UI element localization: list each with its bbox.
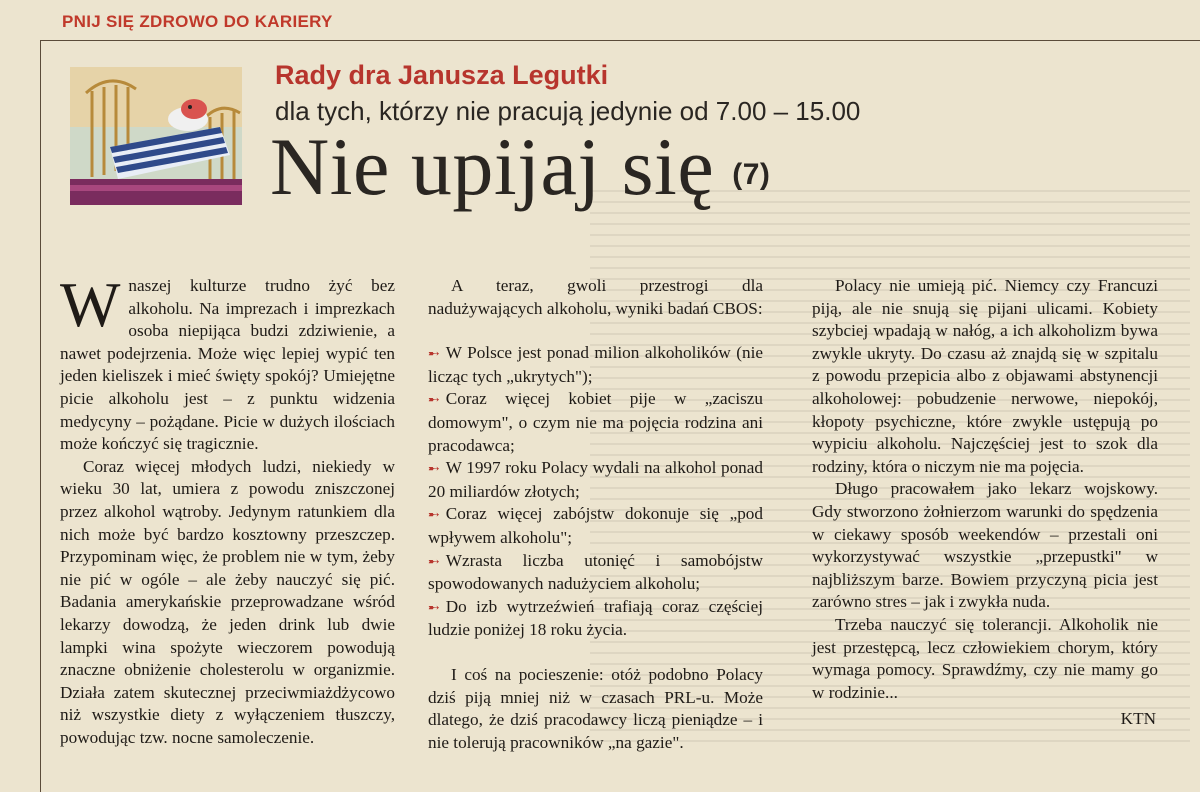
- list-item-text: Wzrasta liczba utonięć i samobójstw spowodowanych nadużyciem alkoholu;: [428, 550, 763, 594]
- article-headline: [270, 121, 771, 212]
- text-column-2: [428, 275, 763, 754]
- paragraph: Coraz więcej młodych ludzi, niekiedy w wieku 30 lat, umiera z powodu zniszczonej przez alkohol wątroby. Jedynym ratunkiem dla nich może być bardzo kosztowny przeszczep. Przypominam więc, że problem nie w tym, żeby nie pić w ogóle – ale żeby nauczyć się pić. Badania amerykańskie przeprowadzane wśród lekarzy dowodzą, że jeden drink lub dwie lampki wina spożyte wieczorem powodują znaczne obniżenie cholesterolu w organizmie. Działa zatem skutecznej przeciwmiażdżycowo niż wszystkie diety z wyłączeniem tłuszczy, powodując tzw. nocne samoleczenie.: [60, 456, 395, 747]
- arrow-bullet-icon: ➸: [428, 392, 440, 409]
- list-item: [428, 550, 763, 596]
- author-signature: KTN: [1120, 709, 1156, 729]
- text-column-3: [812, 275, 1158, 731]
- paragraph: I coś na pocieszenie: otóż podobno Polacy dziś piją mniej niż w czasach PRL-u. Może dlatego, że dziś pracodawcy liczą pieniądze – i nie tolerują pracowników „na gazie".: [428, 664, 763, 752]
- list-item-text: W 1997 roku Polacy wydali na alkohol ponad 20 miliardów złotych;: [428, 458, 763, 501]
- list-item: [428, 342, 763, 388]
- person-in-bed-illustration: [70, 67, 242, 205]
- list-item-text: Coraz więcej kobiet pije w „zaciszu domowym", o czym nie ma pojęcia rodzina ani pracodawca;: [428, 389, 763, 455]
- arrow-bullet-icon: ➸: [428, 461, 440, 478]
- list-intro: A teraz, gwoli przestrogi dla nadużywających alkoholu, wyniki badań CBOS:: [428, 276, 763, 318]
- article-subtitle: dla tych, którzy nie pracują jedynie od 7.00 – 15.00: [275, 96, 861, 126]
- paragraph: Trzeba nauczyć się tolerancji. Alkoholik nie jest przestępcą, lecz człowiekiem chorym, który wymaga pomocy. Sprawdźmy, czy nie mamy go w rodzinie...: [812, 614, 1158, 702]
- arrow-bullet-icon: ➸: [428, 346, 440, 363]
- arrow-bullet-icon: ➸: [428, 599, 440, 616]
- list-item: [428, 596, 763, 642]
- paragraph: Długo pracowałem jako lekarz wojskowy. Gdy stworzono żołnierzom warunki do spędzenia w ciekawy sposób weekendów – przestali oni wykorzystywać wszystkie „przepustki" w najbliższym barze. Bowiem przyczyną picia jest zarówno stres – jak i zwykła nuda.: [812, 479, 1158, 612]
- list-item-text: Do izb wytrzeźwień trafiają coraz częściej ludzie poniżej 18 roku życia.: [428, 596, 763, 640]
- paragraph: Polacy nie umieją pić. Niemcy czy Francuzi piją, ale nie snują się pijani ulicami. Kobiety szybciej wpadają w nałóg, a ich alkoholizm bywa zwykle ukryty. Do czasu aż znajdą się w szpitalu z powodu przepicia albo z objawami abstynencji alkoholowej: pobudzenie nerwowe, niepokój, kłopoty psychiczne, które zwykle ustępują po wypiciu alkoholu. Najczęściej jest to szok dla rodziny, która o niczym nie ma pojęcia.: [812, 276, 1158, 476]
- paragraph: naszej kulturze trudno żyć bez alkoholu. Na imprezach i imprezkach osoba niepijąca budzi zdziwienie, a nawet podejrzenia. Może więc lepiej wypić ten jeden kieliszek i mieć święty spokój? Umiejętne picie alkoholu jest – z punktu widzenia medycyny – pożądane. Picie w dużych ilościach może kończyć się tragicznie.: [60, 276, 395, 454]
- spacer: [428, 642, 763, 664]
- headline-text: Nie upijaj się: [270, 121, 715, 212]
- arrow-bullet-icon: ➸: [428, 507, 440, 524]
- article-kicker: Rady dra Janusza Legutki: [275, 60, 609, 90]
- section-header: PNIJ SIĘ ZDROWO DO KARIERY: [62, 12, 333, 31]
- arrow-bullet-icon: ➸: [428, 553, 440, 570]
- list-item-text: W Polsce jest ponad milion alkoholików (nie licząc tych „ukrytych");: [428, 343, 763, 386]
- list-item-text: Coraz więcej zabójstw dokonuje się „pod wpływem alkoholu";: [428, 504, 763, 547]
- list-item: [428, 503, 763, 549]
- drop-cap: W: [60, 269, 121, 340]
- spacer: [428, 320, 763, 342]
- list-item: [428, 388, 763, 457]
- text-column-1: [60, 269, 395, 749]
- episode-number: (7): [732, 158, 771, 191]
- list-item: [428, 457, 763, 503]
